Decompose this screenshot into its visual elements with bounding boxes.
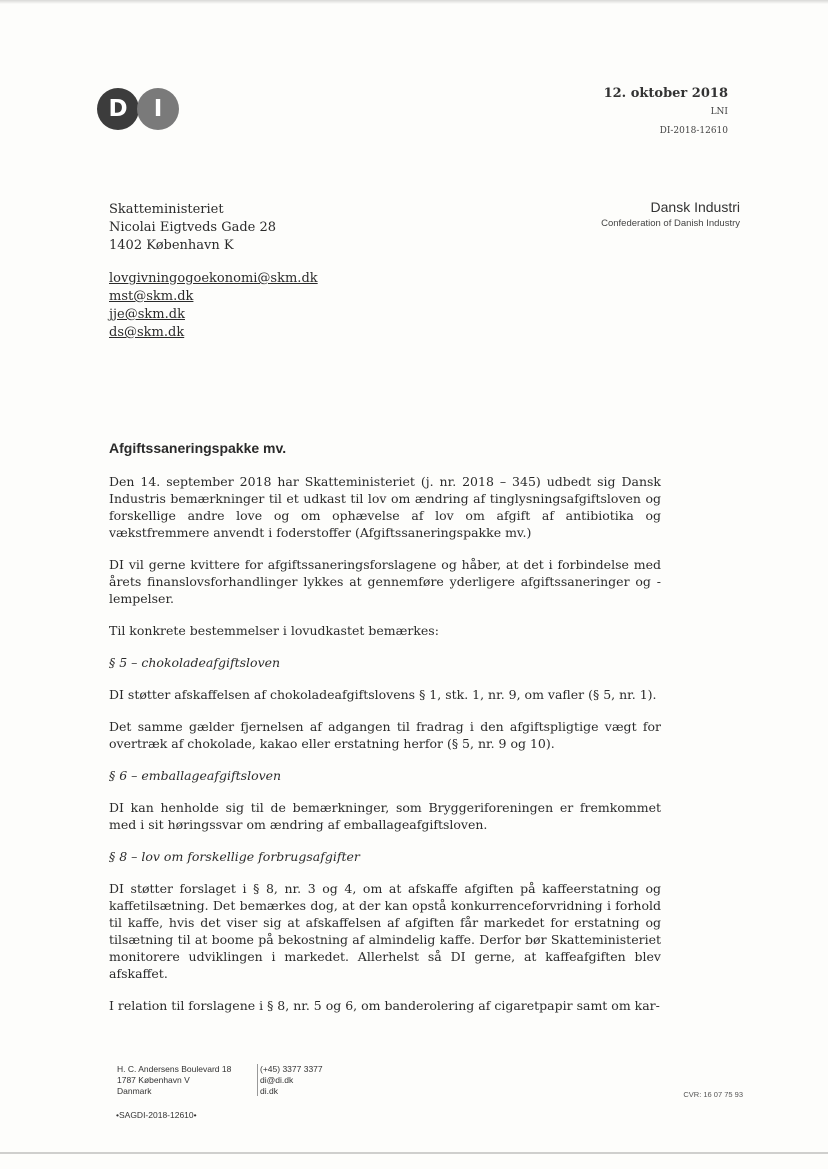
recipient-line: 1402 København K	[109, 238, 234, 253]
paragraph-spacer	[109, 607, 661, 622]
letter-meta	[604, 86, 728, 136]
footer-address	[117, 1064, 231, 1097]
org-subtitle: Confederation of Danish Industry	[601, 218, 740, 229]
body-paragraph: DI støtter forslaget i § 8, nr. 3 og 4, om at afskaffe afgiften på kaffeerstatning og kaffetilsætning. Det bemærkes dog, at der kan opstå konkurrenceforvridning i forhold til kaffe, hvis det viser sig at afskaffelsen af afgiften får markedet for erstatning og tilsætning til at boome på bekostning af almindelig kaffe. Derfor bør Skatteministeriet monitorere udviklingen i markedet. Allerhelst så DI gerne, at kaffeafgiften blev afskaffet.	[109, 881, 661, 981]
paragraph-spacer	[109, 833, 661, 848]
body-paragraph: DI vil gerne kvittere for afgiftssaneringsforslagene og håber, at det i forbindelse med årets finanslovsforhandlinger lykkes at gennemføre yderligere afgiftssaneringer og -lempelser.	[109, 557, 661, 606]
case-reference: DI-2018-12610	[659, 126, 728, 136]
body-paragraph: Det samme gælder fjernelsen af adgangen til fradrag i den afgiftspligtige vægt for overtræk af chokolade, kakao eller erstatning herfor (§ 5, nr. 9 og 10).	[109, 719, 661, 751]
paragraph-spacer	[109, 784, 661, 799]
letter-footer	[116, 1064, 323, 1120]
footer-website: di.dk	[260, 1086, 278, 1096]
paragraph-spacer	[109, 703, 661, 718]
letter-body	[109, 473, 661, 1014]
section-heading: § 6 – emballageafgiftsloven	[109, 768, 282, 783]
footer-phone: (+45) 3377 3377	[260, 1064, 323, 1074]
paragraph-spacer	[109, 671, 661, 686]
email-link[interactable]: jje@skm.dk	[109, 307, 185, 322]
recipient-address	[109, 201, 276, 255]
body-paragraph: I relation til forslagene i § 8, nr. 5 og 6, om banderolering af cigaretpapir samt om kar-	[109, 998, 660, 1013]
document-code: •SAGDI-2018-12610•	[116, 1110, 197, 1120]
recipient-line: Skatteministeriet	[109, 202, 224, 217]
footer-address-line: H. C. Andersens Boulevard 18	[117, 1064, 232, 1074]
footer-email: di@di.dk	[260, 1075, 294, 1085]
paragraph-spacer	[109, 541, 661, 556]
scan-edge-bottom	[0, 1152, 828, 1154]
section-heading: § 8 – lov om forskellige forbrugsafgifter	[109, 849, 360, 864]
recipient-emails	[109, 270, 318, 342]
di-logo	[97, 88, 181, 130]
email-link[interactable]: lovgivningogoekonomi@skm.dk	[109, 271, 318, 286]
email-link[interactable]: mst@skm.dk	[109, 289, 194, 304]
paragraph-spacer	[109, 865, 661, 880]
footer-divider	[257, 1064, 258, 1096]
paragraph-spacer	[109, 982, 661, 997]
paragraph-spacer	[109, 752, 661, 767]
email-link[interactable]: ds@skm.dk	[109, 325, 185, 340]
section-heading: § 5 – chokoladeafgiftsloven	[109, 655, 281, 670]
body-paragraph: DI kan henholde sig til de bemærkninger, som Bryggeriforeningen er fremkommet med i sit høringssvar om ændring af emballageafgiftsloven.	[109, 800, 661, 832]
org-name: Dansk Industri	[650, 199, 740, 215]
letter-subject: Afgiftssaneringspakke mv.	[109, 440, 287, 456]
footer-address-line: 1787 København V	[117, 1075, 190, 1085]
sender-organization	[601, 199, 740, 229]
footer-contact	[260, 1064, 380, 1097]
paragraph-spacer	[109, 639, 661, 654]
body-paragraph: Den 14. september 2018 har Skatteministeriet (j. nr. 2018 – 345) udbedt sig Dansk Industris bemærkninger til et udkast til lov om ændring af tinglysningsafgiftsloven og forskellige andre love og om ophævelse af lov om afgift af antibiotika og vækstfremmere anvendt i foderstoffer (Afgiftssaneringspakke mv.)	[109, 474, 661, 540]
body-paragraph: Til konkrete bestemmelser i lovudkastet bemærkes:	[109, 623, 439, 638]
logo-letter-i: I	[137, 88, 179, 130]
cvr-number: CVR: 16 07 75 93	[683, 1090, 743, 1099]
footer-address-line: Danmark	[117, 1086, 152, 1096]
logo-letter-d: D	[97, 88, 139, 130]
body-paragraph: DI støtter afskaffelsen af chokoladeafgiftslovens § 1, stk. 1, nr. 9, om vafler (§ 5, nr. 1).	[109, 687, 657, 702]
letter-date: 12. oktober 2018	[603, 86, 728, 101]
recipient-line: Nicolai Eigtveds Gade 28	[109, 220, 277, 235]
author-initials: LNI	[710, 107, 728, 117]
scan-edge-top	[0, 0, 828, 4]
